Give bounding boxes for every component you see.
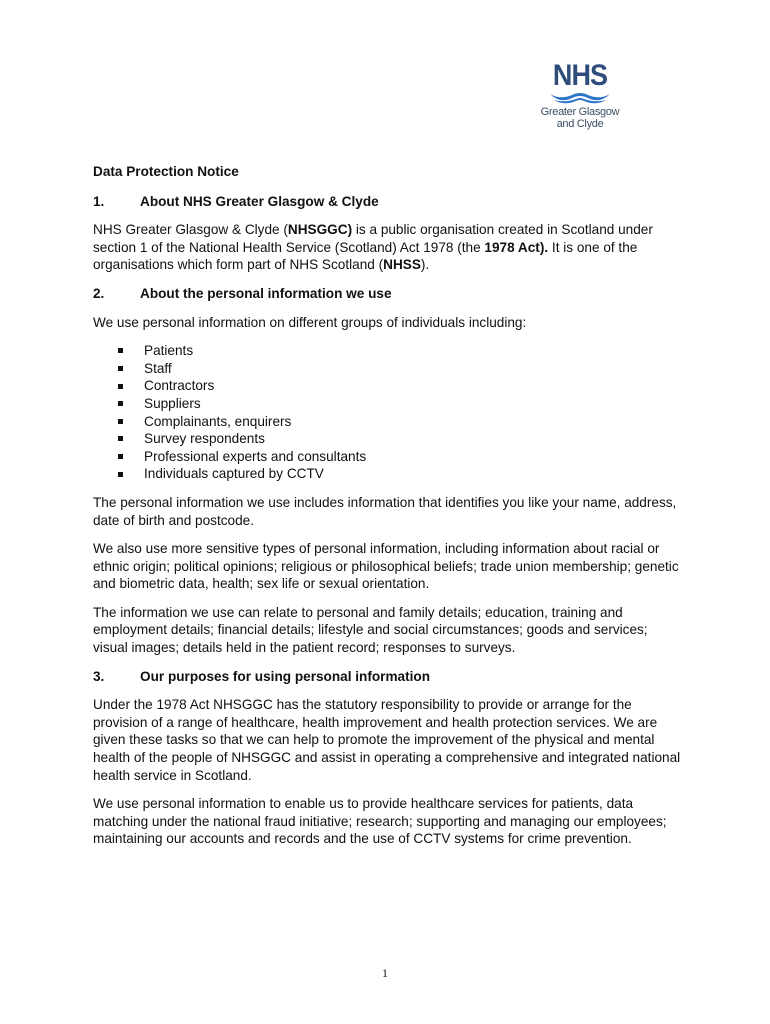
bullet-icon <box>118 401 123 406</box>
section-2-paragraph-sensitive: We also use more sensitive types of personal information, including information about racial or ethnic origin; political opinions; religious or philosophical beliefs; trade union membership; genetic and biometric data, health; sex life or sexual orientation. <box>93 541 679 592</box>
bullet-icon <box>118 384 123 389</box>
bullet-icon <box>118 472 123 477</box>
list-item <box>118 395 683 413</box>
list-item-text: Professional experts and consultants <box>144 448 367 464</box>
nhs-logo <box>540 59 620 142</box>
section-2-paragraph-identifiers: The personal information we use includes information that identifies you like your name, address, date of birth and postcode. <box>93 494 677 528</box>
logo-line-1: Greater Glasgow <box>540 106 620 118</box>
section-title: About the personal information we use <box>140 285 392 301</box>
list-item <box>118 377 683 395</box>
section-title: Our purposes for using personal information <box>140 668 431 684</box>
section-3-paragraph-statutory: Under the 1978 Act NHSGGC has the statutory responsibility to provide or arrange for the provision of a range of healthcare, health improvement and health protection services. We are given these tasks so that we can help to promote the improvement of the physical and mental health of the people of NHSGGC and assist in operating a comprehensive and integrated national health service in Scotland. <box>93 697 681 783</box>
section-number: 3. <box>93 668 105 684</box>
list-item <box>118 465 683 483</box>
section-2-intro: We use personal information on different groups of individuals including: <box>93 314 527 330</box>
list-item <box>118 360 683 378</box>
text-run: NHS Greater Glasgow & Clyde ( <box>93 222 288 238</box>
section-number: 2. <box>93 285 105 301</box>
text-run: is a public organisation created in Scotland under section 1 of the National Health Service (Scotland) Act 1978 (the <box>93 222 653 255</box>
list-item-text: Individuals captured by CCTV <box>144 466 324 482</box>
section-number: 1. <box>93 193 105 209</box>
bullet-icon <box>118 419 123 424</box>
bullet-icon <box>118 436 123 441</box>
list-item <box>118 448 683 466</box>
bold-run: 1978 Act <box>484 239 540 255</box>
document-title: Data Protection Notice <box>93 164 239 179</box>
section-1-heading <box>93 193 683 211</box>
list-item-text: Staff <box>144 360 172 376</box>
list-item <box>118 342 683 360</box>
section-title: About NHS Greater Glasgow & Clyde <box>140 193 379 209</box>
bold-run: NHSS <box>383 257 421 273</box>
list-item-text: Patients <box>144 343 194 359</box>
section-2-heading <box>93 285 683 303</box>
bold-run: NHSGGC) <box>287 222 353 238</box>
nhs-logo-wordmark: NHS <box>552 59 608 92</box>
list-item-text: Complainants, enquirers <box>144 413 292 429</box>
section-1-paragraph <box>93 221 683 274</box>
section-3-paragraph-uses: We use personal information to enable us to provide healthcare services for patients, data matching under the national fraud initiative; research; supporting and managing our employees; maintaining our accounts and records and the use of CCTV systems for crime prevention. <box>93 796 667 847</box>
list-item <box>118 413 683 431</box>
page-number: 1 <box>382 966 388 980</box>
logo-line-2: and Clyde <box>556 118 604 130</box>
bullet-icon <box>118 454 123 459</box>
list-item-text: Contractors <box>144 378 215 394</box>
section-3-heading <box>93 668 683 686</box>
bold-run: ). <box>539 239 549 255</box>
bullet-icon <box>118 348 123 353</box>
document-body <box>93 163 683 859</box>
text-run: It is one of the organisations which form part of NHS Scotland ( <box>93 239 638 273</box>
bullet-icon <box>118 366 123 371</box>
section-2-paragraph-categories: The information we use can relate to personal and family details; education, training and employment details; financial details; lifestyle and social circumstances; goods and services; visual images; details held in the patient record; responses to surveys. <box>93 604 648 656</box>
list-item-text: Suppliers <box>144 395 201 411</box>
individuals-list <box>93 342 683 483</box>
list-item-text: Survey respondents <box>144 431 265 447</box>
list-item <box>118 430 683 448</box>
nhs-wave-icon <box>548 90 612 106</box>
text-run: ). <box>420 257 430 273</box>
